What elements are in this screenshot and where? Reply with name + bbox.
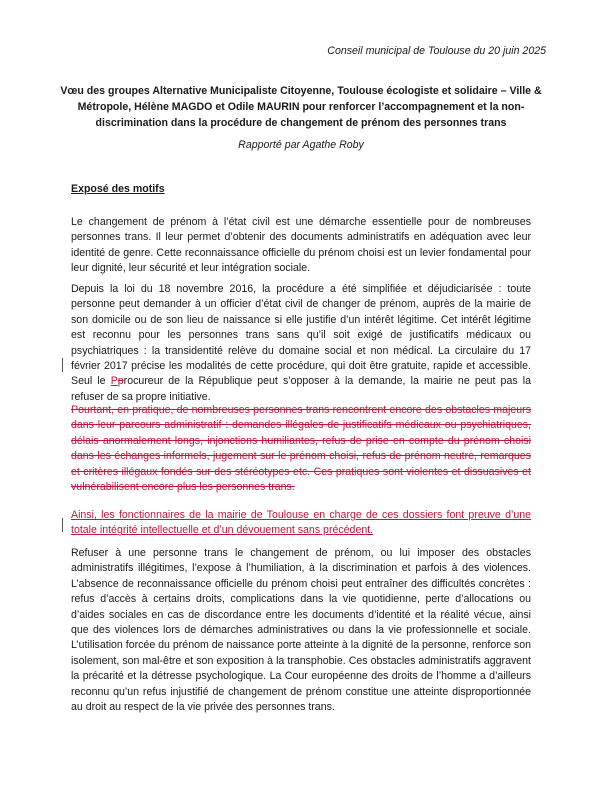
paragraph-intro: Le changement de prénom à l’état civil est une démarche essentielle pour de nombreuses personnes trans. Il leur permet d’obtenir des documents administratifs en adéquation avec leur identité de genre. Cette reconnaissance officielle du prénom choisi est un levier fondamental pour leur dignité, leur sécurité et leur intégration sociale.	[71, 216, 531, 275]
document-title: Vœu des groupes Alternative Municipaliste Citoyenne, Toulouse écologiste et solidaire – Ville & Métropole, Hélène MAGDO et Odile MAURIN pour renforcer l’accompagnement et la non-discrimination dans la procédure de changement de prénom des personnes trans	[60, 85, 542, 130]
paragraph-deleted-obstacles: Pourtant, en pratique, de nombreuses personnes trans rencontrent encore des obstacles majeurs dans leur parcours administratif : demandes illégales de justificatifs médicaux ou psychiatriques, délais anormalement longs, injonctions humiliantes, refus de prise en compte du prénom choisi dans les échanges informels, jugement sur le prénom choisi, refus de prénom neutre, remarques et critères illégaux fondés sur des stéréotypes etc. Ces pratiques sont violentes et dissuasives et vulnérabilisent encore plus les personnes trans.	[71, 404, 531, 494]
meeting-header: Conseil municipal de Toulouse du 20 juin 2025	[327, 45, 546, 57]
revision-change-bar	[62, 358, 63, 372]
section-title: Exposé des motifs	[71, 183, 165, 195]
paragraph-text: Depuis la loi du 18 novembre 2016, la procédure a été simplifiée et déjudiciarisée : toute personne peut demander à un officier d’état civil de changer de prénom, auprès de la mairie de son domicile ou de son lieu de naissance si elle justifie d’un intérêt légitime. Cet intérêt légitime est reconnu pour les personnes trans sans qu’il soit exigé de justificatifs médicaux ou psychiatriques : la transidentité relève du domaine social et non médical. La circulaire du 17 février 2017 précise les modalités de cette procédure, qui doit être gratuite, rapide et accessible. Seul le	[71, 283, 531, 388]
paragraph-consequences: Refuser à une personne trans le changement de prénom, ou lui imposer des obstacles administratifs illégitimes, l’expose à l’humiliation, à la discrimination et parfois à des violences. L’absence de reconnaissance officielle du prénom choisi peut entraîner des difficultés concrètes : refus d’accès à certains droits, complications dans la vie quotidienne, perte d’allocations ou d’aides sociales en cas de discordance entre les documents d’identité et la réalité vécue, ainsi que des violences lors de démarches administratives ou dans la vie professionnelle et sociale. L’utilisation forcée du prénom de naissance porte atteinte à la dignité de la personne, renforce son isolement, son mal-être et son exposition à la transphobie. Ces obstacles administratifs aggravent la précarité et la détresse psychologique. La Cour européenne des droits de l’homme a d’ailleurs reconnu qu’un refus injustifié de changement de prénom constitue une atteinte disproportionnée au droit au respect de la vie privée des personnes trans.	[71, 547, 531, 714]
revision-change-bar	[62, 518, 63, 532]
paragraph-text: rocureur de la République peut s’opposer à la demande, la mairie ne peut pas la refuser de sa propre initiative.	[71, 375, 531, 403]
paragraph-inserted-statement: Ainsi, les fonctionnaires de la mairie de Toulouse en charge de ces dossiers font preuve d’une totale intégrité intellectuelle et d’un dévouement sans précédent.	[71, 509, 531, 537]
tracked-deletion: p	[117, 375, 124, 388]
rapporteur-line: Rapporté par Agathe Roby	[238, 139, 364, 151]
paragraph-legal-framework	[71, 282, 531, 405]
tracked-insertion: P	[110, 375, 118, 388]
